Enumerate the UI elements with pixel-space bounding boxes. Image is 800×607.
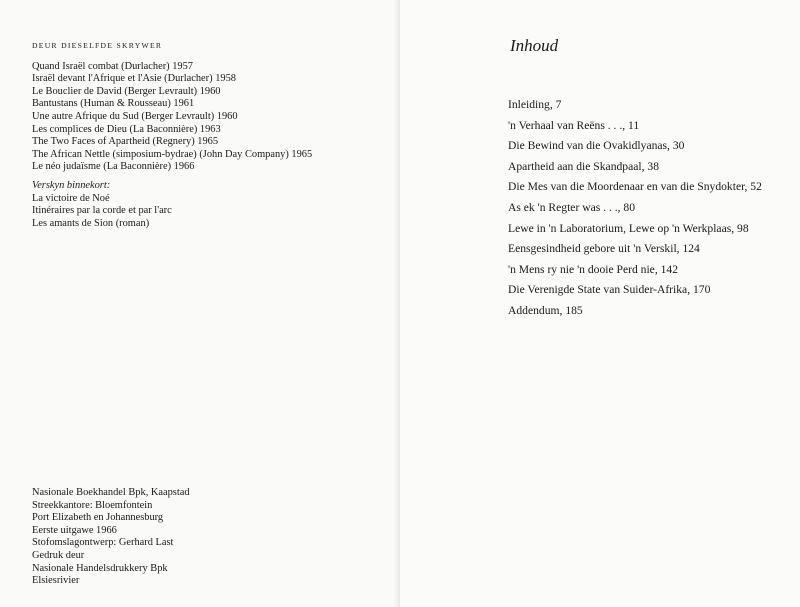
imprint-block — [32, 487, 362, 588]
imprint-line: Nasionale Boekhandel Bpk, Kaapstad — [32, 487, 190, 498]
toc-entry: Eensgesindheid gebore uit 'n Verskil, 124 — [508, 242, 700, 256]
work-item: The African Nettle (simposium-bydrae) (John Day Company) 1965 — [32, 148, 313, 160]
work-item: The Two Faces of Apartheid (Regnery) 1965 — [32, 136, 219, 148]
work-item: Une autre Afrique du Sud (Berger Levrault) 1960 — [32, 110, 238, 122]
toc-entry: As ek 'n Regter was . . ., 80 — [508, 200, 636, 214]
work-item: Quand Israël combat (Durlacher) 1957 — [32, 60, 193, 72]
imprint-line: Gedruk deur — [32, 549, 85, 561]
toc-entry: Apartheid aan die Skandpaal, 38 — [508, 159, 659, 173]
work-item: Israël devant l'Afrique et l'Asie (Durlacher) 1958 — [32, 73, 236, 85]
imprint-line: Stofomslagontwerp: Gerhard Last — [32, 537, 174, 549]
toc-entry: Die Verenigde State van Suider-Afrika, 170 — [508, 283, 711, 297]
toc-entry: Lewe in 'n Laboratorium, Lewe op 'n Werkplaas, 98 — [508, 221, 749, 235]
toc-entry: Die Mes van die Moordenaar en van die Snydokter, 52 — [508, 180, 762, 194]
imprint-line: Streekkantore: Bloemfontein — [32, 499, 153, 511]
toc-entry: Die Bewind van die Ovakidlyanas, 30 — [508, 139, 685, 153]
forthcoming-heading: Verskyn binnekort: — [32, 179, 111, 191]
toc-entry: Inleiding, 7 — [508, 98, 562, 111]
work-item: Le Bouclier de David (Berger Levrault) 1960 — [32, 85, 221, 97]
imprint-line: Eerste uitgawe 1966 — [32, 524, 117, 536]
imprint-line: Port Elizabeth en Johannesburg — [32, 512, 164, 524]
work-item: Les complices de Dieu (La Baconnière) 1963 — [32, 123, 221, 135]
imprint-line: Nasionale Handelsdrukkery Bpk — [32, 562, 168, 574]
right-page — [400, 0, 800, 607]
forthcoming-item: La victoire de Noé — [32, 192, 110, 204]
works-by-author — [32, 40, 362, 230]
work-item: Le néo judaïsme (La Baconnière) 1966 — [32, 161, 195, 173]
forthcoming-item: Les amants de Sion (roman) — [32, 217, 150, 229]
forthcoming-item: Itinéraires par la corde et par l'arc — [32, 205, 172, 217]
toc-entry: 'n Mens ry nie 'n dooie Perd nie, 142 — [508, 262, 679, 276]
contents-title: Inhoud — [510, 36, 559, 55]
work-item: Bantustans (Human & Rousseau) 1961 — [32, 98, 195, 110]
table-of-contents — [508, 95, 788, 322]
imprint-line: Elsiesrivier — [32, 575, 80, 587]
toc-entry: Addendum, 185 — [508, 303, 583, 317]
works-heading: DEUR DIESELFDE SKRYWER — [32, 41, 163, 50]
toc-entry: 'n Verhaal van Reëns . . ., 11 — [508, 118, 640, 132]
